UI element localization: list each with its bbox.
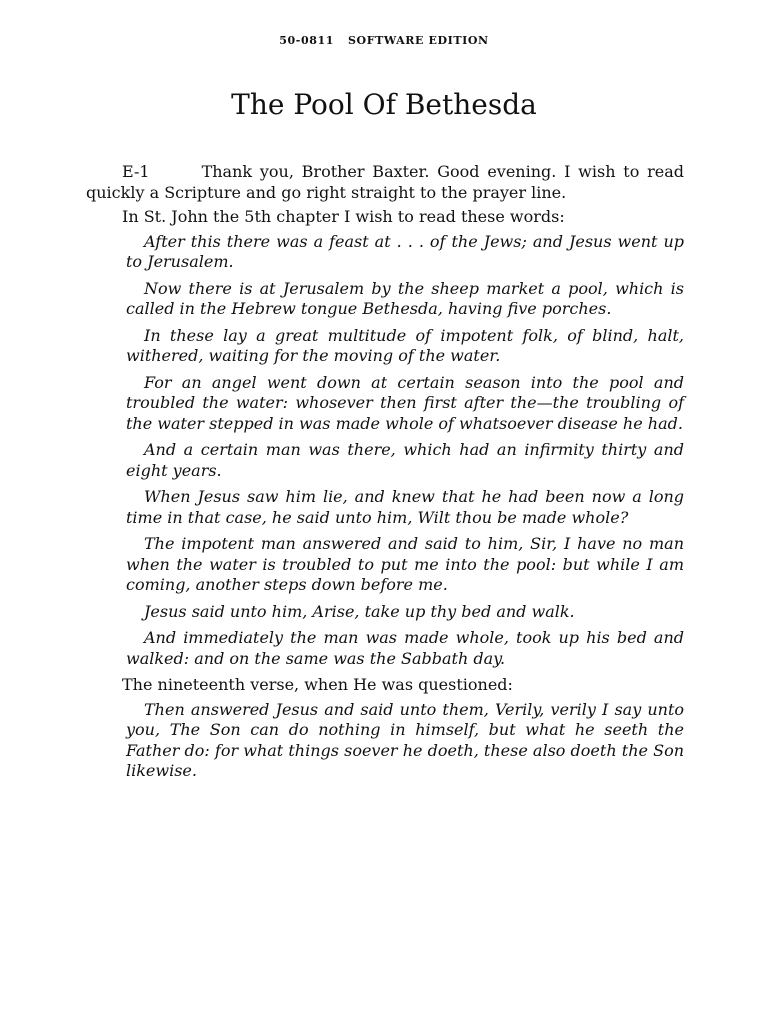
scripture-verse: Now there is at Jerusalem by the sheep market a pool, which is called in the Hebrew tongue Bethesda, having five porches. <box>126 278 684 318</box>
scripture-verse: After this there was a feast at . . . of the Jews; and Jesus went up to Jerusalem. <box>126 231 684 271</box>
scripture-verse: And immediately the man was made whole, took up his bed and walked: and on the same was the Sabbath day. <box>126 628 684 668</box>
paragraph-text: Thank you, Brother Baxter. Good evening. I wish to read quickly a Scripture and go right straight to the prayer line. <box>86 162 684 202</box>
scripture-verse: Then answered Jesus and said unto them, Verily, verily I say unto you, The Son can do nothing in himself, but what he seeth the Father do: for what things soever he doeth, these also doeth the Son likewise. <box>126 699 684 780</box>
paragraph-e1 <box>86 162 684 203</box>
document-body <box>86 162 684 788</box>
scripture-verse: And a certain man was there, which had an infirmity thirty and eight years. <box>126 440 684 480</box>
page-title: The Pool Of Bethesda <box>231 88 537 121</box>
scripture-verse: For an angel went down at certain season into the pool and troubled the water: whosever then first after the—the troubling of the water stepped in was made whole of whatsoever disease he had. <box>126 372 684 433</box>
sermon-code: 50-0811 <box>279 34 334 47</box>
scripture-verse: In these lay a great multitude of impotent folk, of blind, halt, withered, waiting for the moving of the water. <box>126 325 684 365</box>
scripture-verse: The impotent man answered and said to him, Sir, I have no man when the water is troubled to put me into the pool: but while I am coming, another steps down before me. <box>126 534 684 594</box>
page-header <box>0 34 768 47</box>
paragraph-verse-note: The nineteenth verse, when He was questioned: <box>122 675 513 694</box>
paragraph-intro: In St. John the 5th chapter I wish to read these words: <box>122 207 565 226</box>
scripture-verse: Jesus said unto him, Arise, take up thy bed and walk. <box>144 601 575 621</box>
scripture-verse: When Jesus saw him lie, and knew that he had been now a long time in that case, he said unto him, Wilt thou be made whole? <box>126 487 684 527</box>
edition-label: SOFTWARE EDITION <box>348 34 489 47</box>
paragraph-number: E-1 <box>122 162 150 181</box>
